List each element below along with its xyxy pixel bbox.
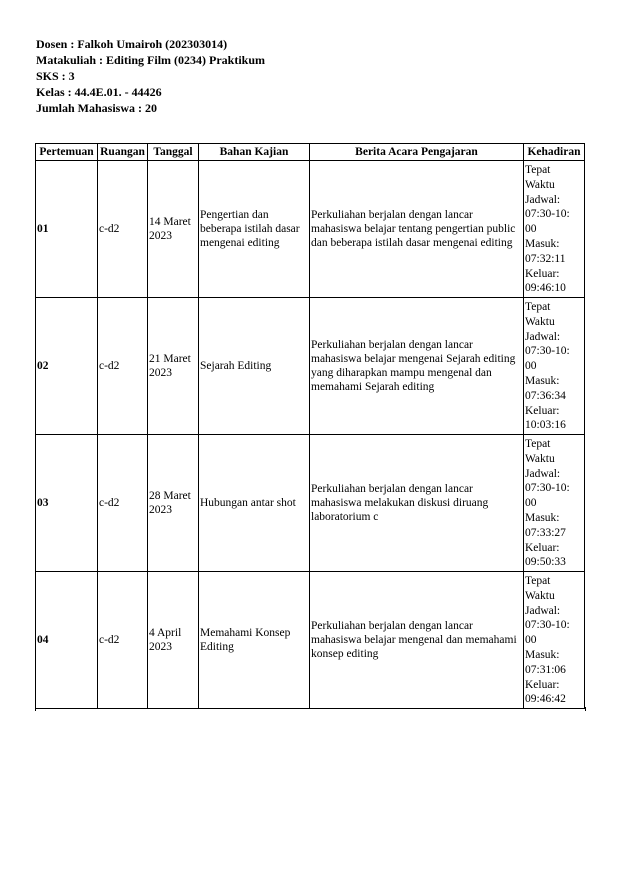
attendance-line: Waktu bbox=[525, 452, 555, 465]
table-row bbox=[36, 572, 585, 709]
attendance-line: Masuk: bbox=[525, 648, 560, 661]
teaching-report-cell: Perkuliahan berjalan dengan lancar mahasiswa belajar tentang pengertian public dan beberapa istilah dasar mengenai editing bbox=[310, 161, 524, 298]
attendance-line: Jadwal: bbox=[525, 330, 561, 343]
attendance-line: 07:30-10: bbox=[525, 619, 570, 632]
attendance-line: Waktu bbox=[525, 178, 555, 191]
date-cell: 14 Maret 2023 bbox=[148, 161, 199, 298]
column-header: Pertemuan bbox=[36, 144, 98, 161]
attendance-line: 07:30-10: bbox=[525, 208, 570, 221]
attendance-line: Jadwal: bbox=[525, 467, 561, 480]
room-cell: c-d2 bbox=[98, 435, 148, 572]
attendance-line: 07:36:34 bbox=[525, 389, 566, 402]
attendance-cell bbox=[524, 435, 585, 572]
attendance-table bbox=[35, 143, 585, 709]
teaching-report-cell: Perkuliahan berjalan dengan lancar mahasiswa belajar mengenal dan memahami konsep editing bbox=[310, 572, 524, 709]
table-header-row bbox=[36, 144, 585, 161]
attendance-line: 10:03:16 bbox=[525, 419, 566, 432]
attendance-line: Tepat bbox=[525, 164, 551, 176]
table-row bbox=[36, 435, 585, 572]
attendance-line: Jadwal: bbox=[525, 193, 561, 206]
attendance-line: Keluar: bbox=[525, 541, 560, 554]
course-header bbox=[36, 36, 265, 116]
attendance-line: 07:32:11 bbox=[525, 252, 566, 265]
attendance-line: 07:31:06 bbox=[525, 663, 566, 676]
attendance-line: 07:30-10: bbox=[525, 345, 570, 358]
lecturer-line: Dosen : Falkoh Umairoh (202303014) bbox=[36, 37, 228, 51]
attendance-cell bbox=[524, 161, 585, 298]
meeting-number: 02 bbox=[36, 298, 98, 435]
meeting-number: 01 bbox=[36, 161, 98, 298]
attendance-line: Keluar: bbox=[525, 404, 560, 417]
column-header: Kehadiran bbox=[524, 144, 585, 161]
attendance-line: Masuk: bbox=[525, 237, 560, 250]
attendance-line: 07:33:27 bbox=[525, 526, 566, 539]
topic-cell: Sejarah Editing bbox=[199, 298, 310, 435]
room-cell: c-d2 bbox=[98, 572, 148, 709]
attendance-line: 07:30-10: bbox=[525, 482, 570, 495]
room-cell: c-d2 bbox=[98, 298, 148, 435]
attendance-line: Keluar: bbox=[525, 267, 560, 280]
student-count-line: Jumlah Mahasiswa : 20 bbox=[36, 101, 158, 115]
teaching-report-cell: Perkuliahan berjalan dengan lancar mahasiswa melakukan diskusi diruang laboratorium c bbox=[310, 435, 524, 572]
attendance-line: Masuk: bbox=[525, 374, 560, 387]
attendance-line: 09:46:10 bbox=[525, 282, 566, 295]
attendance-line: Jadwal: bbox=[525, 604, 561, 617]
attendance-line: Tepat bbox=[525, 438, 551, 450]
teaching-report-cell: Perkuliahan berjalan dengan lancar mahasiswa belajar mengenai Sejarah editing yang diharapkan mampu mengenal dan memahami Sejarah editing bbox=[310, 298, 524, 435]
attendance-line: 00 bbox=[525, 634, 537, 647]
topic-cell: Memahami Konsep Editing bbox=[199, 572, 310, 709]
attendance-line: Waktu bbox=[525, 315, 555, 328]
column-header: Berita Acara Pengajaran bbox=[310, 144, 524, 161]
attendance-cell bbox=[524, 572, 585, 709]
table-row bbox=[36, 161, 585, 298]
attendance-line: Waktu bbox=[525, 589, 555, 602]
attendance-line: 00 bbox=[525, 223, 537, 236]
column-header: Bahan Kajian bbox=[199, 144, 310, 161]
attendance-line: 00 bbox=[525, 360, 537, 373]
table-row bbox=[36, 298, 585, 435]
attendance-line: 09:46:42 bbox=[525, 693, 566, 706]
topic-cell: Pengertian dan beberapa istilah dasar mengenai editing bbox=[199, 161, 310, 298]
attendance-line: Tepat bbox=[525, 575, 551, 587]
table-continuation bbox=[35, 707, 586, 711]
attendance-line: 00 bbox=[525, 497, 537, 510]
attendance-line: Keluar: bbox=[525, 678, 560, 691]
column-header: Tanggal bbox=[148, 144, 199, 161]
meeting-number: 03 bbox=[36, 435, 98, 572]
class-line: Kelas : 44.4E.01. - 44426 bbox=[36, 85, 162, 99]
date-cell: 21 Maret 2023 bbox=[148, 298, 199, 435]
topic-cell: Hubungan antar shot bbox=[199, 435, 310, 572]
course-line: Matakuliah : Editing Film (0234) Praktikum bbox=[36, 53, 266, 67]
attendance-line: Masuk: bbox=[525, 511, 560, 524]
credits-line: SKS : 3 bbox=[36, 69, 75, 83]
attendance-line: Tepat bbox=[525, 301, 551, 313]
column-header: Ruangan bbox=[98, 144, 148, 161]
date-cell: 28 Maret 2023 bbox=[148, 435, 199, 572]
attendance-cell bbox=[524, 298, 585, 435]
room-cell: c-d2 bbox=[98, 161, 148, 298]
meeting-number: 04 bbox=[36, 572, 98, 709]
attendance-line: 09:50:33 bbox=[525, 556, 566, 569]
date-cell: 4 April 2023 bbox=[148, 572, 199, 709]
